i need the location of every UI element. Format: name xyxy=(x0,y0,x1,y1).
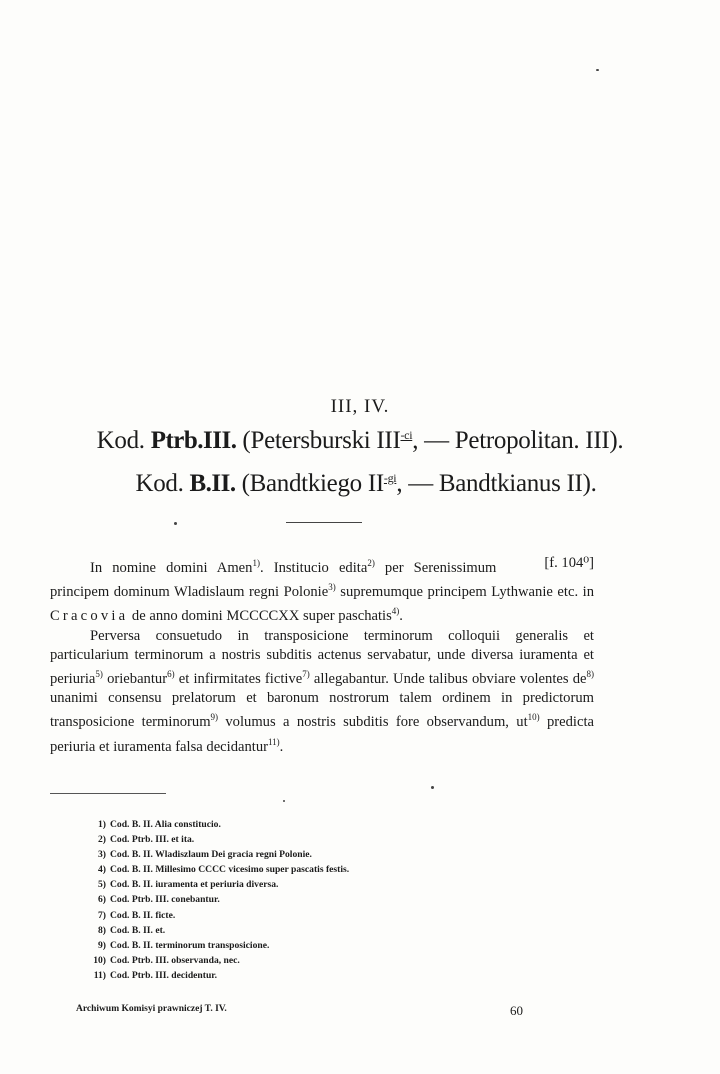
footnote-text: Cod. B. II. Millesimo CCCC vicesimo super pascatis festis. xyxy=(110,864,350,876)
print-speck xyxy=(596,69,599,71)
footnote-number: 6) xyxy=(98,894,106,906)
title-close: , — Petropolitan. III). xyxy=(412,427,624,454)
place-name: Cracovia xyxy=(50,608,129,625)
title-prefix: Kod. xyxy=(135,470,190,497)
footnote-item xyxy=(86,908,506,923)
footnote-ref[interactable]: 3) xyxy=(328,582,336,593)
print-speck xyxy=(283,800,285,802)
footnote-item xyxy=(86,953,506,968)
footnote-item xyxy=(86,968,506,983)
footnote-number: 5) xyxy=(98,879,106,891)
footnote-text: Cod. Ptrb. III. observanda, nec. xyxy=(110,954,240,966)
section-number: III, IV. xyxy=(330,396,390,417)
title-close: , — Bandtkianus II). xyxy=(396,470,597,497)
print-speck xyxy=(174,522,177,525)
title-open: (Bandtkiego II xyxy=(235,470,384,497)
footnote-item xyxy=(86,817,506,832)
footnote-number: 7) xyxy=(98,909,106,921)
text-run: . Institucio edita xyxy=(259,560,368,576)
footnote-ref[interactable]: 6) xyxy=(167,669,175,680)
footnote-item xyxy=(86,847,506,862)
text-run: Perversa consuetudo in transposicione terminorum colloquii generalis et particularium terminorum a nostris subditis actenus servabatur, unde diversa iuramenta et periuria xyxy=(50,627,594,688)
footnote-number: 2) xyxy=(98,834,106,846)
footnote-number: 1) xyxy=(98,819,106,830)
footnote-text: Cod. B. II. ficte. xyxy=(110,909,176,921)
paragraph-2 xyxy=(50,627,594,757)
footnote-item xyxy=(86,892,506,907)
footnote-text: Cod. B. II. Wladiszlaum Dei gracia regni Polonie. xyxy=(110,849,312,861)
footnote-text: Cod. B. II. et. xyxy=(110,924,166,936)
footnote-text: Cod. Ptrb. III. decidentur. xyxy=(110,969,218,981)
footnote-number: 10) xyxy=(93,954,106,966)
text-run: supremumque principem Lythwanie etc. in xyxy=(335,584,595,601)
footnote-ref[interactable]: 9) xyxy=(210,712,219,723)
footnote-text: Cod. B. II. terminorum transposicione. xyxy=(110,939,270,951)
footnote-number: 11) xyxy=(93,969,106,981)
footnote-ref[interactable]: 7) xyxy=(302,669,310,680)
footnote-number: 8) xyxy=(98,924,106,936)
title-superscript: -gi xyxy=(383,471,397,485)
footnote-ref[interactable]: 5) xyxy=(95,669,103,680)
title-prefix: Kod. xyxy=(96,427,151,454)
text-run: allegabantur. Unde talibus obviare volentes de xyxy=(309,671,587,688)
footnote-text: Cod. Ptrb. III. et ita. xyxy=(110,834,195,846)
text-run: unanimi consensu prelatorum et baronum nostrorum talem ordinem in predictorum transposicione terminorum xyxy=(50,690,594,731)
footnote-item xyxy=(86,938,506,953)
footnote-ref[interactable]: 1) xyxy=(252,558,260,568)
text-run: per Serenissimum principem dominum Wladislaum regni Polonie xyxy=(50,560,497,601)
footnote-number: 9) xyxy=(98,939,106,951)
footnote-divider xyxy=(50,793,166,794)
footnote-item xyxy=(86,877,506,892)
title-superscript: -ci xyxy=(400,428,413,442)
text-run: volumus a nostris subditis fore observandum, ut xyxy=(218,714,528,731)
text-run: de anno domini MCCCCXX super paschatis xyxy=(128,608,392,625)
footnote-ref[interactable]: 2) xyxy=(367,558,375,568)
footnote-ref[interactable]: 4) xyxy=(391,606,400,617)
footnote-text: Cod. Ptrb. III. conebantur. xyxy=(110,894,220,906)
title-line-bandtkie xyxy=(6,470,720,498)
footnote-ref[interactable]: 8) xyxy=(586,669,595,680)
text-run: predicta periuria et iuramenta falsa decidantur xyxy=(50,714,594,755)
text-run: In nomine domini Amen xyxy=(90,560,253,576)
footnotes-list xyxy=(86,817,506,983)
text-run: et infirmitates fictive xyxy=(174,671,303,688)
paragraph-1 xyxy=(50,554,594,627)
footnote-number: 3) xyxy=(98,849,106,861)
main-text xyxy=(50,554,594,757)
title-line-petersburg xyxy=(0,427,720,455)
title-code: B.II. xyxy=(189,470,236,497)
footnote-item xyxy=(86,832,506,847)
footnote-text: Cod. B. II. Alia constitucio. xyxy=(110,819,221,830)
print-speck xyxy=(431,786,434,789)
footnote-ref[interactable]: 11) xyxy=(268,736,280,747)
text-run: oriebantur xyxy=(102,671,168,688)
text-run: . xyxy=(399,608,403,625)
text-run: . xyxy=(279,738,284,755)
footnote-item xyxy=(86,923,506,938)
source-footer: Archiwum Komisyi prawniczej T. IV. xyxy=(76,1004,227,1014)
folio-reference: [f. 104⁰] xyxy=(544,555,594,571)
title-code: Ptrb.III. xyxy=(150,427,237,454)
title-divider xyxy=(286,522,362,523)
footnote-ref[interactable]: 10) xyxy=(527,712,540,723)
title-open: (Petersburski III xyxy=(236,427,401,454)
footnote-text: Cod. B. II. iuramenta et periuria diversa. xyxy=(110,879,279,891)
footnote-number: 4) xyxy=(98,864,106,876)
footnote-item xyxy=(86,862,506,877)
page-number: 60 xyxy=(510,1003,523,1018)
